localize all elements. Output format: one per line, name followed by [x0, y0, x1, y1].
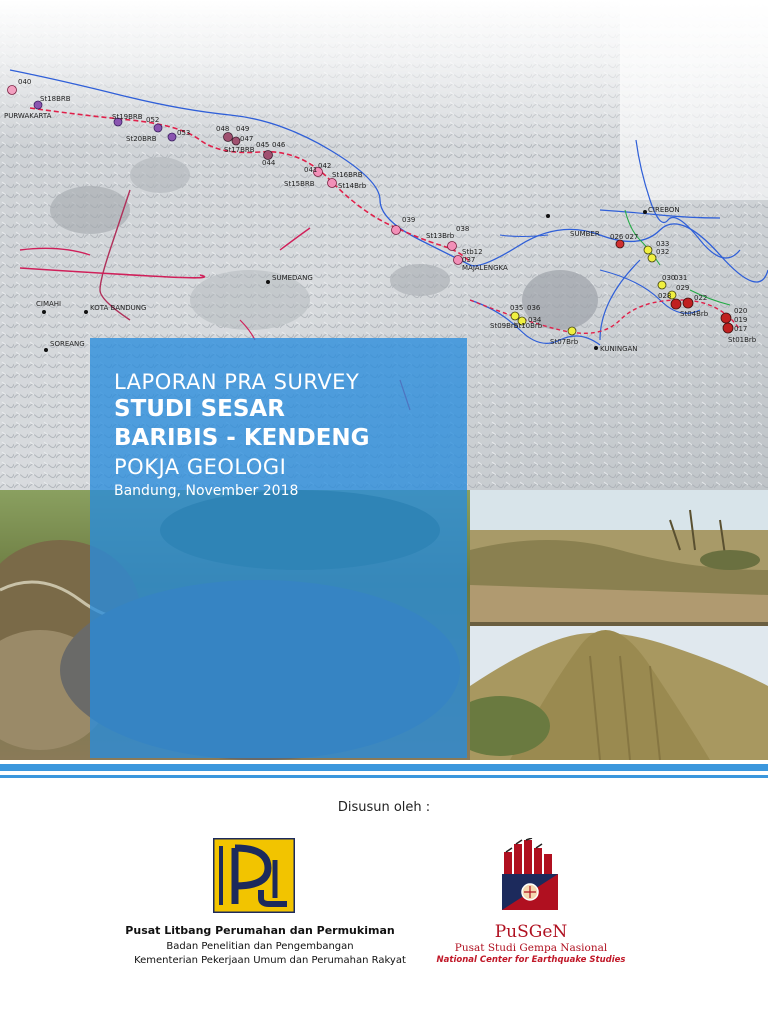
pusgen-acronym: PuSGeN: [494, 922, 568, 942]
svg-text:Stb12: Stb12: [462, 248, 483, 256]
svg-text:027: 027: [625, 233, 639, 241]
place-label: PURWAKARTA: [4, 112, 52, 120]
compiled-by-label: Disusun oleh :: [337, 800, 431, 815]
outcrop-photo-bottom-right: [470, 626, 768, 760]
svg-text:052: 052: [146, 116, 160, 124]
report-title-line1: STUDI SESAR: [114, 396, 285, 422]
svg-text:St18BRB: St18BRB: [40, 95, 71, 103]
svg-text:037: 037: [462, 256, 476, 264]
svg-text:038: 038: [456, 225, 470, 233]
place-label: MAJALENGKA: [462, 264, 508, 272]
place-label: CIMAHI: [36, 300, 62, 308]
title-panel: [90, 338, 467, 758]
svg-text:St10Brb: St10Brb: [514, 322, 543, 330]
svg-text:049: 049: [236, 125, 250, 133]
svg-text:047: 047: [240, 135, 254, 143]
svg-text:St15BRB: St15BRB: [284, 180, 315, 188]
svg-text:035: 035: [510, 304, 524, 312]
place-label: SUMBER: [570, 230, 600, 238]
svg-text:048: 048: [216, 125, 230, 133]
svg-text:041: 041: [304, 166, 318, 174]
place-label: KUNINGAN: [600, 345, 638, 353]
svg-text:026: 026: [610, 233, 624, 241]
svg-text:St13Brb: St13Brb: [426, 232, 455, 240]
svg-text:St19BRB: St19BRB: [112, 113, 143, 121]
divider-stripe-thin: [0, 775, 768, 778]
svg-text:036: 036: [527, 304, 541, 312]
outcrop-photo-top-right: [470, 490, 768, 622]
pu-logo: [213, 838, 295, 913]
map-fade-right: [620, 0, 768, 200]
working-group: POKJA GEOLOGI: [114, 455, 287, 479]
place-label: SUMEDANG: [272, 274, 313, 282]
svg-text:042: 042: [318, 162, 332, 170]
place-label: CIREBON: [648, 206, 680, 214]
svg-text:033: 033: [656, 240, 670, 248]
place-label: KOTA BANDUNG: [90, 304, 147, 312]
svg-text:St07Brb: St07Brb: [550, 338, 579, 346]
svg-text:032: 032: [656, 248, 670, 256]
svg-text:020: 020: [734, 307, 748, 315]
svg-text:039: 039: [402, 216, 416, 224]
svg-text:St14Brb: St14Brb: [338, 182, 367, 190]
pu-parent-agency: Badan Penelitian dan Pengembangan: [166, 941, 354, 952]
pusgen-logo: [500, 838, 562, 913]
svg-text:053: 053: [177, 129, 191, 137]
svg-text:St20BRB: St20BRB: [126, 135, 157, 143]
pu-institution-name: Pusat Litbang Perumahan dan Permukiman: [125, 924, 395, 937]
place-label: SOREANG: [50, 340, 85, 348]
pusgen-full-name: Pusat Studi Gempa Nasional: [454, 942, 608, 954]
svg-text:034: 034: [528, 316, 542, 324]
pusgen-english-name: National Center for Earthquake Studies: [436, 955, 626, 965]
svg-text:St17BRB: St17BRB: [224, 146, 255, 154]
svg-text:St16BRB: St16BRB: [332, 171, 363, 179]
pu-ministry: Kementerian Pekerjaan Umum dan Perumahan Rakyat: [134, 955, 406, 966]
report-title-line2: BARIBIS - KENDENG: [114, 425, 370, 451]
svg-text:017: 017: [734, 325, 748, 333]
divider-stripe: [0, 764, 768, 771]
svg-text:030: 030: [662, 274, 676, 282]
report-date: Bandung, November 2018: [114, 483, 299, 499]
report-type: LAPORAN PRA SURVEY: [114, 370, 360, 394]
svg-text:022: 022: [694, 294, 708, 302]
svg-text:St04Brb: St04Brb: [680, 310, 709, 318]
svg-text:031: 031: [674, 274, 688, 282]
svg-text:044: 044: [262, 159, 276, 167]
svg-text:St09Brb: St09Brb: [490, 322, 519, 330]
svg-text:029: 029: [676, 284, 690, 292]
svg-text:St01Brb: St01Brb: [728, 336, 757, 344]
svg-text:045: 045: [256, 141, 270, 149]
svg-text:046: 046: [272, 141, 286, 149]
svg-text:028: 028: [658, 292, 672, 300]
svg-text:019: 019: [734, 316, 748, 324]
svg-text:040: 040: [18, 78, 32, 86]
